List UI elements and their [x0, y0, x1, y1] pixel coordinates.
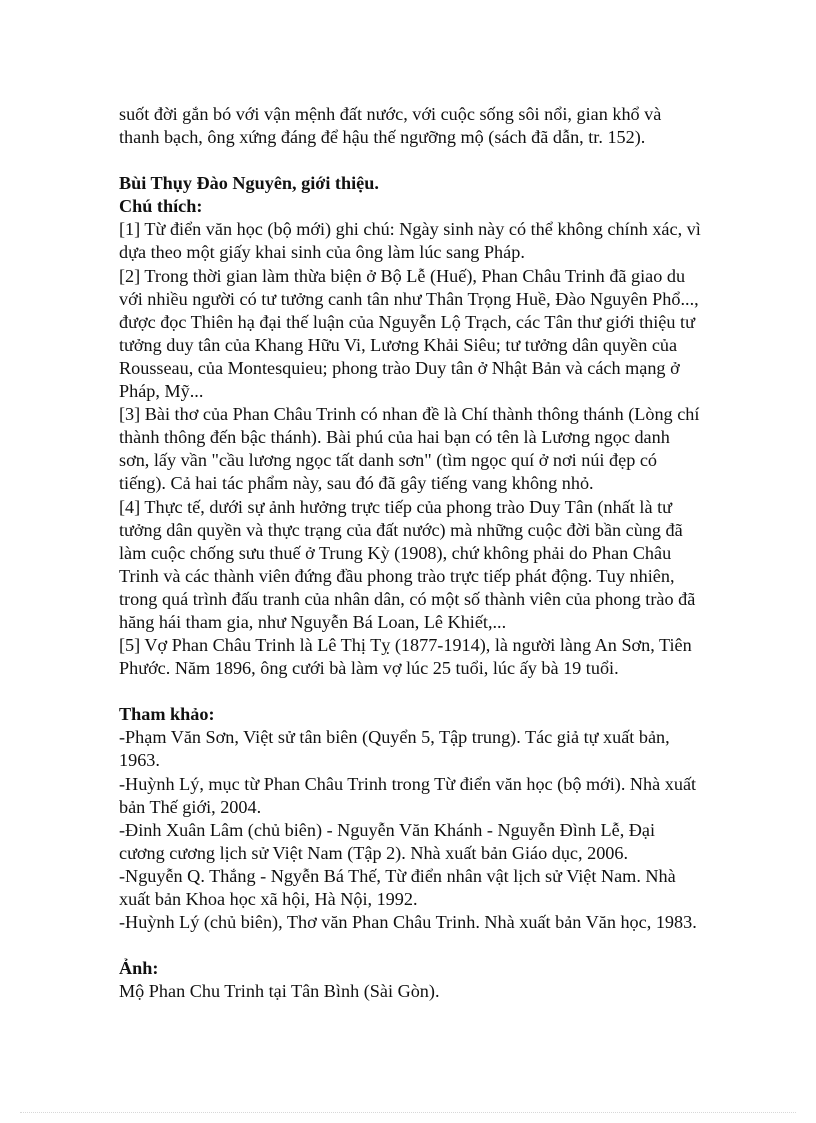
note-1: [1] Từ điển văn học (bộ mới) ghi chú: Ngày sinh này có thể không chính xác, vì dựa theo một giấy khai sinh của ông làm lúc sang Pháp. — [119, 219, 701, 263]
note-2: [2] Trong thời gian làm thừa biện ở Bộ Lễ (Huế), Phan Châu Trinh đã giao du với nhiều người có tư tưởng canh tân như Thân Trọng Huề, Đào Nguyên Phổ..., được đọc Thiên hạ đại thế luận của Nguyễn Lộ Trạch, các Tân thư giới thiệu tư tưởng duy tân của Khang Hữu Vi, Lương Khải Siêu; tư tưởng dân quyền của Rousseau, của Montesquieu; phong trào Duy tân ở Nhật Bản và cách mạng ở Pháp, Mỹ... — [119, 265, 699, 402]
spacer — [119, 680, 704, 703]
references-heading: Tham khảo: — [119, 704, 215, 725]
intro-line-2: thanh bạch, ông xứng đáng để hậu thế ngưỡng mộ (sách đã dẫn, tr. 152). — [119, 127, 646, 148]
spacer — [119, 934, 704, 957]
intro-line-1: suốt đời gắn bó với vận mệnh đất nước, với cuộc sống sôi nổi, gian khổ và — [119, 104, 662, 124]
note-4: [4] Thực tế, dưới sự ảnh hưởng trực tiếp của phong trào Duy Tân (nhất là tư tưởng dân quyền và thực trạng của đất nước) mà những cuộc đời bần cùng đã làm cuộc chống sưu thuế ở Trung Kỳ (1908), chứ không phải do Phan Châu Trinh và các thành viên đứng đầu phong trào trực tiếp phát động. Tuy nhiên, trong quá trình đấu tranh của nhân dân, có một số thành viên của phong trào đã hăng hái tham gia, như Nguyễn Bá Loan, Lê Khiết,... — [119, 496, 696, 632]
spacer — [119, 149, 704, 172]
note-5: [5] Vợ Phan Châu Trinh là Lê Thị Tỵ (1877-1914), là người làng An Sơn, Tiên Phước. Năm 1896, ông cưới bà làm vợ lúc 25 tuổi, lúc ấy bà 19 tuổi. — [119, 635, 692, 679]
note-3: [3] Bài thơ của Phan Châu Trinh có nhan đề là Chí thành thông thánh (Lòng chí thành thông đến bậc thánh). Bài phú của hai bạn có tên là Lương ngọc danh sơn, lấy vần "cầu lương ngọc tất danh sơn" (tìm ngọc quí ở nơi núi đẹp có tiếng). Cả hai tác phẩm này, sau đó đã gây tiếng vang không nhỏ. — [119, 404, 700, 494]
reference-4: -Nguyễn Q. Thắng - Ngyễn Bá Thế, Từ điển nhân vật lịch sử Việt Nam. Nhà xuất bản Khoa học xã hội, Hà Nội, 1992. — [119, 865, 676, 909]
reference-5: -Huỳnh Lý (chủ biên), Thơ văn Phan Châu Trinh. Nhà xuất bản Văn học, 1983. — [119, 912, 697, 933]
page-bottom-divider — [20, 1112, 796, 1113]
reference-1: -Phạm Văn Sơn, Việt sử tân biên (Quyển 5, Tập trung). Tác giả tự xuất bản, 1963. — [119, 727, 670, 771]
document-page — [119, 103, 704, 1003]
attribution: Bùi Thụy Đào Nguyên, giới thiệu. — [119, 173, 379, 194]
photo-caption: Mộ Phan Chu Trinh tại Tân Bình (Sài Gòn). — [119, 981, 440, 1002]
reference-3: -Đinh Xuân Lâm (chủ biên) - Nguyễn Văn Khánh - Nguyễn Đình Lễ, Đại cương cương lịch sử Việt Nam (Tập 2). Nhà xuất bản Giáo dục, 2006. — [119, 819, 656, 863]
reference-2: -Huỳnh Lý, mục từ Phan Châu Trinh trong Từ điển văn học (bộ mới). Nhà xuất bản Thế giới, 2004. — [119, 773, 697, 817]
notes-heading: Chú thích: — [119, 196, 203, 217]
photo-heading: Ảnh: — [119, 958, 159, 979]
